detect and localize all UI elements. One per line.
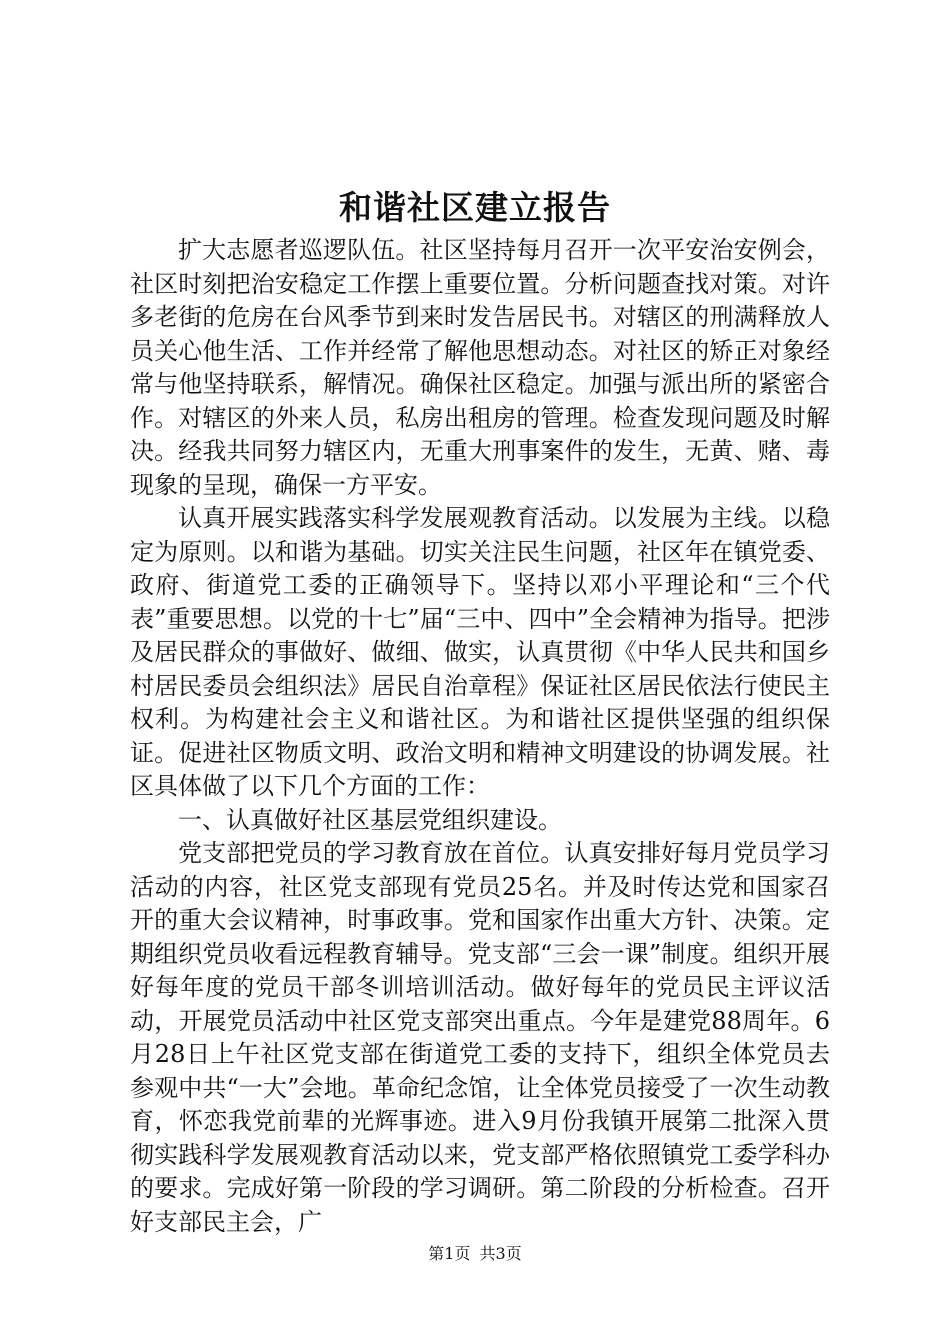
document-body bbox=[130, 234, 830, 1239]
paragraph-security-patrol: 扩大志愿者巡逻队伍。社区坚持每月召开一次平安治安例会，社区时刻把治安稳定工作摆上重要位置。分析问题查找对策。对许多老街的危房在台风季节到来时发告居民书。对辖区的刑满释放人员关心他生活、工作并经常了解他思想动态。对社区的矫正对象经常与他坚持联系，解情况。确保社区稳定。加强与派出所的紧密合作。对辖区的外来人员，私房出租房的管理。检查发现问题及时解决。经我共同努力辖区内，无重大刑事案件的发生，无黄、赌、毒现象的呈现，确保一方平安。 bbox=[130, 236, 830, 499]
page-footer: 第1页 共3页 bbox=[428, 1244, 522, 1263]
paragraph-development-education: 认真开展实践落实科学发展观教育活动。以发展为主线。以稳定为原则。以和谐为基础。切实关注民生问题，社区年在镇党委、政府、街道党工委的正确领导下。坚持以邓小平理论和“三个代表”重要思想。以党的十七”届“三中、四中”全会精神为指导。把涉及居民群众的事做好、做细、做实，认真贯彻《中华人民共和国乡村居民委员会组织法》居民自治章程》保证社区居民依法行使民主权利。为构建社会主义和谐社区。为和谐社区提供坚强的组织保证。促进社区物质文明、政治文明和精神文明建设的协调发展。社区具体做了以下几个方面的工作： bbox=[130, 504, 830, 800]
paragraph-party-branch-study: 党支部把党员的学习教育放在首位。认真安排好每月党员学习活动的内容，社区党支部现有党员25名。并及时传达党和国家召开的重大会议精神，时事政事。党和国家作出重大方针、决策。定期组织党员收看远程教育辅导。党支部“三会一课”制度。组织开展好每年度的党员干部冬训培训活动。做好每年的党员民主评议活动，开展党员活动中社区党支部突出重点。今年是建党88周年。6月28日上午社区党支部在街道党工委的支持下，组织全体党员去参观中共“一大”会地。革命纪念馆，让全体党员接受了一次生动教育，怀恋我党前辈的光辉事迹。进入9月份我镇开展第二批深入贯彻实践科学发展观教育活动以来，党支部严格依照镇党工委学科办的要求。完成好第一阶段的学习调研。第二阶段的分析检查。召开好支部民主会，广 bbox=[130, 839, 830, 1236]
section-heading-party-building: 一、认真做好社区基层党组织建设。 bbox=[178, 805, 562, 834]
document-title: 和谐社区建立报告 bbox=[339, 188, 611, 227]
